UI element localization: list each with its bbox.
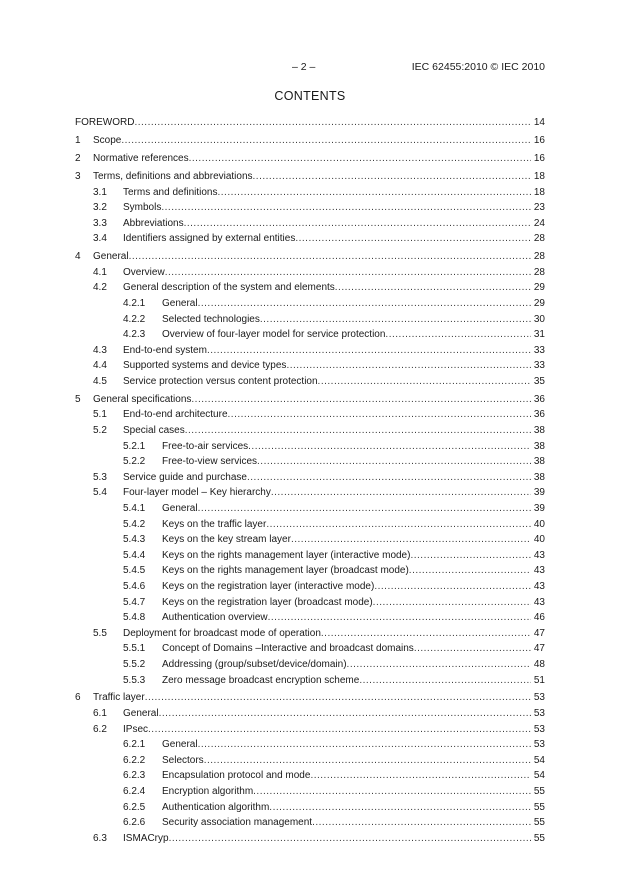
toc-entry-page: 29 bbox=[533, 298, 545, 310]
toc-entry-number: 3.4 bbox=[93, 233, 107, 245]
toc-entry-number: 6.2.2 bbox=[123, 754, 146, 766]
dot-leader bbox=[286, 358, 531, 374]
dot-leader bbox=[189, 151, 531, 167]
dot-leader bbox=[198, 737, 531, 753]
toc-entry-number: 6.2.1 bbox=[123, 739, 146, 751]
toc-entry-number: 4.2 bbox=[93, 282, 107, 294]
dot-leader bbox=[410, 548, 531, 564]
toc-entry-page: 43 bbox=[533, 549, 545, 561]
toc-entry-title: General bbox=[162, 503, 198, 515]
dot-leader bbox=[271, 485, 531, 501]
toc-entry-page: 55 bbox=[533, 817, 545, 829]
toc-entry-title: Selectors bbox=[162, 754, 204, 766]
toc-entry-page: 43 bbox=[533, 596, 545, 608]
toc-entry-number: 5.1 bbox=[93, 409, 107, 421]
toc-entry-title: Service protection versus content protection bbox=[123, 375, 318, 387]
toc-entry[interactable] bbox=[75, 115, 545, 131]
toc-entry-number: 5.4.6 bbox=[123, 581, 146, 592]
toc-entry[interactable] bbox=[75, 753, 545, 769]
toc-entry-page: 54 bbox=[533, 770, 545, 782]
toc-entry[interactable] bbox=[75, 280, 545, 296]
toc-entry-number: 3.2 bbox=[93, 202, 107, 214]
toc-entry-title: ISMACryp bbox=[123, 832, 169, 844]
toc-entry[interactable] bbox=[75, 169, 545, 185]
toc-entry-title: General bbox=[93, 251, 129, 263]
toc-entry-page: 55 bbox=[533, 786, 545, 798]
toc-entry[interactable] bbox=[75, 454, 545, 470]
toc-entry-number: 6.2 bbox=[93, 723, 107, 735]
toc-entry[interactable] bbox=[75, 312, 545, 328]
toc-entry-title: Addressing (group/subset/device/domain) bbox=[162, 658, 347, 670]
page-number: – 2 – bbox=[292, 61, 316, 73]
toc-entry[interactable] bbox=[75, 548, 545, 564]
toc-entry-title: End-to-end system bbox=[123, 344, 207, 356]
toc-entry-title: Zero message broadcast encryption scheme bbox=[162, 674, 360, 686]
toc-entry-title: General bbox=[123, 708, 159, 720]
toc-entry[interactable] bbox=[75, 407, 545, 423]
toc-entry-page: 16 bbox=[533, 135, 545, 147]
toc-entry-page: 48 bbox=[533, 658, 545, 670]
toc-entry[interactable] bbox=[75, 722, 545, 738]
dot-leader bbox=[373, 595, 531, 611]
toc-entry-number: 5.3 bbox=[93, 471, 107, 483]
toc-entry-number: 4.5 bbox=[93, 375, 107, 387]
toc-entry-title: Keys on the registration layer (interactive mode) bbox=[162, 581, 375, 592]
toc-entry-page: 38 bbox=[533, 471, 545, 483]
dot-leader bbox=[129, 249, 531, 265]
toc-entry-page: 28 bbox=[533, 251, 545, 263]
dot-leader bbox=[359, 673, 531, 689]
toc-entry-number: 4.2.3 bbox=[123, 329, 146, 341]
toc-entry[interactable] bbox=[75, 784, 545, 800]
toc-entry-number: 5.4 bbox=[93, 487, 107, 499]
dot-leader bbox=[198, 501, 531, 517]
toc-entry-page: 55 bbox=[533, 832, 545, 844]
toc-entry-title: Keys on the registration layer (broadcast mode) bbox=[162, 596, 373, 608]
toc-entry-title: General bbox=[162, 298, 198, 310]
toc-entry-number: 6.2.5 bbox=[123, 801, 146, 813]
toc-entry-number: 5.4.4 bbox=[123, 549, 146, 561]
dot-leader bbox=[291, 532, 531, 548]
toc-entry[interactable] bbox=[75, 690, 545, 706]
toc-entry-page: 53 bbox=[533, 692, 545, 704]
dot-leader bbox=[191, 392, 531, 408]
toc-entry-page: 39 bbox=[533, 503, 545, 515]
toc-entry-number: 5.2 bbox=[93, 425, 107, 437]
toc-entry-number: 5.4.5 bbox=[123, 565, 146, 577]
toc-entry-number: 5.5.3 bbox=[123, 674, 146, 686]
toc-entry-page: 53 bbox=[533, 739, 545, 751]
toc-entry-page: 24 bbox=[533, 217, 545, 229]
toc-entry-page: 18 bbox=[533, 186, 545, 198]
toc-entry-title: General specifications bbox=[93, 393, 192, 405]
toc-entry-title: Security association management bbox=[162, 817, 313, 829]
toc-entry-page: 28 bbox=[533, 266, 545, 278]
dot-leader bbox=[159, 706, 531, 722]
toc-entry[interactable] bbox=[75, 374, 545, 390]
dot-leader bbox=[312, 815, 531, 831]
dot-leader bbox=[385, 327, 531, 343]
toc-entry-number: 6.2.4 bbox=[123, 786, 146, 798]
toc-entry-title: Special cases bbox=[123, 425, 185, 437]
toc-entry-number: 5 bbox=[75, 393, 81, 405]
toc-entry-page: 40 bbox=[533, 534, 545, 546]
toc-entry-number: 2 bbox=[75, 153, 81, 165]
toc-entry-number: 6.2.3 bbox=[123, 770, 146, 782]
toc-entry[interactable] bbox=[75, 657, 545, 673]
dot-leader bbox=[228, 407, 531, 423]
toc-entry-number: 5.4.3 bbox=[123, 534, 146, 546]
dot-leader bbox=[165, 265, 531, 281]
toc-entry-page: 23 bbox=[533, 202, 545, 214]
toc-entry-page: 18 bbox=[533, 170, 545, 182]
toc-entry-title: Four-layer model – Key hierarchy bbox=[123, 487, 271, 499]
dot-leader bbox=[310, 768, 531, 784]
dot-leader bbox=[247, 470, 531, 486]
toc-entry-number: 3.3 bbox=[93, 217, 107, 229]
toc-entry[interactable] bbox=[75, 200, 545, 216]
dot-leader bbox=[169, 831, 531, 847]
toc-entry[interactable] bbox=[75, 423, 545, 439]
toc-entry-number: 5.4.8 bbox=[123, 612, 146, 624]
toc-entry-number: 1 bbox=[75, 135, 81, 147]
dot-leader bbox=[414, 641, 531, 657]
toc-entry-page: 53 bbox=[533, 708, 545, 720]
dot-leader bbox=[184, 216, 531, 232]
toc-entry[interactable] bbox=[75, 133, 545, 149]
toc-entry-number: 4.2.1 bbox=[123, 298, 146, 310]
toc-entry-title: Keys on the rights management layer (broadcast mode) bbox=[162, 565, 409, 577]
toc-entry-title: Keys on the traffic layer bbox=[162, 518, 267, 530]
toc-entry-title: Free-to-air services bbox=[162, 440, 249, 452]
toc-entry[interactable] bbox=[75, 579, 545, 595]
dot-leader bbox=[134, 115, 531, 131]
toc-entry-title: Overview of four-layer model for service protection bbox=[162, 329, 386, 341]
toc-entry-number: 5.4.1 bbox=[123, 503, 146, 515]
toc-entry-page: 35 bbox=[533, 375, 545, 387]
dot-leader bbox=[347, 657, 531, 673]
toc-entry[interactable] bbox=[75, 517, 545, 533]
dot-leader bbox=[148, 722, 531, 738]
toc-entry[interactable] bbox=[75, 439, 545, 455]
dot-leader bbox=[253, 169, 531, 185]
toc-entry-title: General bbox=[162, 739, 198, 751]
dot-leader bbox=[374, 579, 531, 595]
toc-entry-page: 46 bbox=[533, 612, 545, 624]
toc-entry-page: 55 bbox=[533, 801, 545, 813]
page-title: CONTENTS bbox=[274, 89, 346, 103]
toc-entry[interactable] bbox=[75, 737, 545, 753]
toc-entry[interactable] bbox=[75, 641, 545, 657]
toc-entry-page: 53 bbox=[533, 723, 545, 735]
dot-leader bbox=[161, 200, 531, 216]
toc-entry-title: Scope bbox=[93, 135, 122, 147]
toc-entry[interactable] bbox=[75, 706, 545, 722]
toc-entry[interactable] bbox=[75, 249, 545, 265]
toc-entry[interactable] bbox=[75, 800, 545, 816]
toc-entry-page: 28 bbox=[533, 233, 545, 245]
toc-entry-title: Terms, definitions and abbreviations bbox=[93, 170, 253, 182]
toc-entry-title: End-to-end architecture bbox=[123, 409, 228, 421]
toc-entry-page: 29 bbox=[533, 282, 545, 294]
toc-entry-page: 31 bbox=[533, 329, 545, 341]
toc-entry-number: 5.4.2 bbox=[123, 518, 146, 530]
toc-entry-number: 5.5.1 bbox=[123, 643, 146, 655]
toc-entry[interactable] bbox=[75, 595, 545, 611]
toc-entry-page: 51 bbox=[533, 674, 545, 686]
toc-entry[interactable] bbox=[75, 626, 545, 642]
toc-entry-title: Supported systems and device types bbox=[123, 360, 287, 372]
toc-entry[interactable] bbox=[75, 470, 545, 486]
toc-entry[interactable] bbox=[75, 485, 545, 501]
toc-entry-title: Overview bbox=[123, 266, 165, 278]
dot-leader bbox=[269, 800, 531, 816]
toc-entry[interactable] bbox=[75, 815, 545, 831]
toc-entry[interactable] bbox=[75, 831, 545, 847]
toc-entry-page: 47 bbox=[533, 627, 545, 639]
toc-entry[interactable] bbox=[75, 265, 545, 281]
toc-entry-page: 38 bbox=[533, 440, 545, 452]
toc-entry-title: Encryption algorithm bbox=[162, 786, 254, 798]
toc-entry[interactable] bbox=[75, 327, 545, 343]
toc-entry-page: 16 bbox=[533, 153, 545, 165]
toc-entry[interactable] bbox=[75, 296, 545, 312]
toc-entry-title: Deployment for broadcast mode of operation bbox=[123, 627, 321, 639]
toc-entry[interactable] bbox=[75, 673, 545, 689]
toc-entry-title: Traffic layer bbox=[93, 692, 145, 704]
toc-entry-page: 30 bbox=[533, 313, 545, 325]
dot-leader bbox=[218, 185, 532, 201]
dot-leader bbox=[335, 280, 531, 296]
dot-leader bbox=[204, 753, 531, 769]
toc-entry-number: 6 bbox=[75, 692, 81, 704]
toc-entry-title: FOREWORD bbox=[75, 117, 135, 129]
toc-entry-number: 5.5.2 bbox=[123, 658, 146, 670]
dot-leader bbox=[268, 610, 531, 626]
toc-entry-number: 4 bbox=[75, 251, 81, 263]
toc-entry[interactable] bbox=[75, 358, 545, 374]
toc-entry-page: 39 bbox=[533, 487, 545, 499]
toc-entry[interactable] bbox=[75, 185, 545, 201]
toc-entry-title: Keys on the key stream layer bbox=[162, 534, 291, 546]
toc-entry-page: 40 bbox=[533, 518, 545, 530]
toc-entry-number: 5.2.1 bbox=[123, 440, 146, 452]
toc-entry-title: Abbreviations bbox=[123, 217, 184, 229]
toc-entry-number: 4.2.2 bbox=[123, 313, 146, 325]
toc-entry-page: 38 bbox=[533, 425, 545, 437]
toc-entry-page: 14 bbox=[533, 117, 545, 129]
toc-entry-page: 43 bbox=[533, 581, 545, 592]
toc-entry-page: 33 bbox=[533, 344, 545, 356]
toc-entry-page: 36 bbox=[533, 409, 545, 421]
dot-leader bbox=[257, 454, 531, 470]
dot-leader bbox=[253, 784, 531, 800]
toc-entry-page: 38 bbox=[533, 456, 545, 468]
dot-leader bbox=[295, 231, 531, 247]
toc-entry-number: 6.2.6 bbox=[123, 817, 146, 829]
dot-leader bbox=[248, 439, 531, 455]
toc-entry-title: Normative references bbox=[93, 153, 189, 165]
dot-leader bbox=[318, 374, 531, 390]
dot-leader bbox=[266, 517, 531, 533]
table-of-contents bbox=[75, 113, 545, 846]
dot-leader bbox=[185, 423, 531, 439]
toc-entry[interactable] bbox=[75, 610, 545, 626]
toc-entry-title: Terms and definitions bbox=[123, 186, 218, 198]
toc-entry-page: 47 bbox=[533, 643, 545, 655]
toc-entry-number: 5.2.2 bbox=[123, 456, 146, 468]
toc-entry-title: Symbols bbox=[123, 202, 162, 214]
toc-entry-title: IPsec bbox=[123, 723, 149, 735]
toc-entry-page: 43 bbox=[533, 565, 545, 577]
toc-entry-number: 3.1 bbox=[93, 186, 107, 198]
toc-entry-number: 4.3 bbox=[93, 344, 107, 356]
toc-entry-title: Selected technologies bbox=[162, 313, 260, 325]
toc-entry-number: 6.1 bbox=[93, 708, 107, 720]
toc-entry-number: 5.4.7 bbox=[123, 596, 146, 608]
toc-entry-number: 5.5 bbox=[93, 627, 107, 639]
toc-entry-page: 33 bbox=[533, 360, 545, 372]
toc-entry[interactable] bbox=[75, 532, 545, 548]
toc-entry-title: Encapsulation protocol and mode bbox=[162, 770, 311, 782]
toc-entry-number: 4.1 bbox=[93, 266, 107, 278]
dot-leader bbox=[321, 626, 531, 642]
toc-entry[interactable] bbox=[75, 501, 545, 517]
toc-entry-title: Keys on the rights management layer (interactive mode) bbox=[162, 549, 411, 561]
toc-entry[interactable] bbox=[75, 216, 545, 232]
dot-leader bbox=[409, 563, 531, 579]
toc-entry[interactable] bbox=[75, 231, 545, 247]
dot-leader bbox=[207, 343, 531, 359]
toc-entry[interactable] bbox=[75, 151, 545, 167]
toc-entry-page: 36 bbox=[533, 393, 545, 405]
dot-leader bbox=[121, 133, 531, 149]
toc-entry[interactable] bbox=[75, 768, 545, 784]
dot-leader bbox=[145, 690, 531, 706]
toc-entry[interactable] bbox=[75, 392, 545, 408]
toc-entry-title: Service guide and purchase bbox=[123, 471, 247, 483]
toc-entry-number: 3 bbox=[75, 170, 81, 182]
toc-entry-number: 6.3 bbox=[93, 832, 107, 844]
toc-entry-title: Concept of Domains –Interactive and broadcast domains bbox=[162, 643, 414, 655]
standard-reference: IEC 62455:2010 © IEC 2010 bbox=[411, 61, 545, 73]
toc-entry-page: 54 bbox=[533, 754, 545, 766]
dot-leader bbox=[260, 312, 531, 328]
toc-entry-number: 4.4 bbox=[93, 360, 107, 372]
dot-leader bbox=[198, 296, 531, 312]
toc-entry[interactable] bbox=[75, 343, 545, 359]
toc-entry-title: Authentication overview bbox=[162, 612, 268, 624]
toc-entry-title: Authentication algorithm bbox=[162, 801, 270, 813]
toc-entry-title: Free-to-view services bbox=[162, 456, 258, 468]
toc-entry[interactable] bbox=[75, 563, 545, 579]
toc-entry-title: Identifiers assigned by external entities bbox=[123, 233, 296, 245]
toc-entry-title: General description of the system and elements bbox=[123, 282, 335, 294]
